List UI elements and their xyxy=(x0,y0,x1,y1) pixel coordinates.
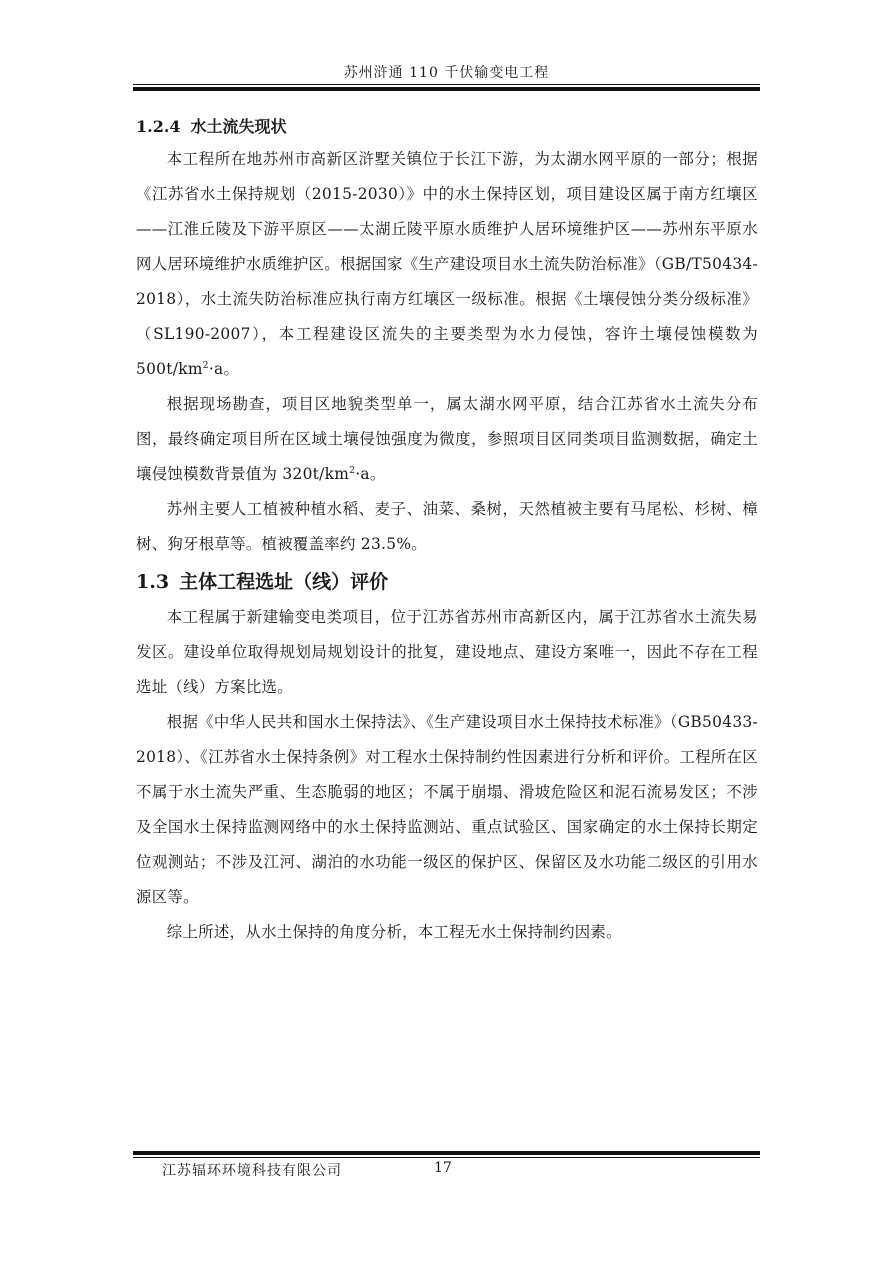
section-title: 水土流失现状 xyxy=(190,117,287,136)
section-title: 主体工程选址（线）评价 xyxy=(179,571,389,593)
paragraph-constraint-analysis: 根据《中华人民共和国水土保持法》、《生产建设项目水土保持技术标准》（GB50433-2018）、《江苏省水土保持条例》对工程水土保持制约性因素进行分析和评价。工程所在区不属于水土流失严重、生态脆弱的地区；不属于崩塌、滑坡危险区和泥石流易发区；不涉及全国水土保持监测网络中的水土保持监测站、重点试验区、国家确定的水土保持长期定位观测站；不涉及江河、湖泊的水功能一级区的保护区、保留区及水功能二级区的引用水源区等。 xyxy=(136,713,758,906)
document-body xyxy=(136,112,758,950)
paragraph-vegetation: 苏州主要人工植被种植水稻、麦子、油菜、桑树，天然植被主要有马尾松、杉树、樟树、狗牙根草等。植被覆盖率约 23.5%。 xyxy=(136,500,758,553)
page-header-title: 苏州浒通 110 千伏输变电工程 xyxy=(343,65,550,81)
footer-rule-thick xyxy=(133,1151,760,1155)
paragraph-project-location: 本工程属于新建输变电类项目，位于江苏省苏州市高新区内，属于江苏省水土流失易发区。建设单位取得规划局规划设计的批复，建设地点、建设方案唯一，因此不存在工程选址（线）方案比选。 xyxy=(136,608,758,696)
section-number: 1.2.4 xyxy=(136,117,181,136)
superscript: 2 xyxy=(202,360,209,371)
footer-rule-thin xyxy=(133,1157,760,1158)
paragraph-text: 根据现场勘查，项目区地貌类型单一，属太湖水网平原，结合江苏省水土流失分布图，最终确定项目所在区域土壤侵蚀强度为微度，参照项目区同类项目监测数据，确定土壤侵蚀模数背景值为 320t/km xyxy=(136,395,758,483)
section-number: 1.3 xyxy=(136,571,170,593)
header-rule-thin xyxy=(133,84,760,85)
section-heading-1-3 xyxy=(136,564,758,600)
paragraph-soil-erosion-status xyxy=(136,142,758,387)
paragraph-text: 本工程所在地苏州市高新区浒墅关镇位于长江下游，为太湖水网平原的一部分；根据《江苏省水土保持规划（2015-2030）》中的水土保持区划，项目建设区属于南方红壤区——江淮丘陵及下游平原区——太湖丘陵平原水质维护人居环境维护区——苏州东平原水网人居环境维护水质维护区。根据国家《生产建设项目水土流失防治标准》（GB/T50434-2018），水土流失防治标准应执行南方红壤区一级标准。根据《土壤侵蚀分类分级标准》（SL190-2007），本工程建设区流失的主要类型为水力侵蚀，容许土壤侵蚀模数为 500t/km xyxy=(136,150,758,378)
paragraph-conclusion: 综上所述，从水土保持的角度分析，本工程无水土保持制约因素。 xyxy=(166,923,622,941)
section-heading-1-2-4 xyxy=(136,112,758,142)
footer-page-number: 17 xyxy=(434,1160,452,1176)
footer-company-name: 江苏辐环环境科技有限公司 xyxy=(162,1163,342,1179)
paragraph-text-end: ·a。 xyxy=(355,465,386,483)
superscript: 2 xyxy=(349,465,356,476)
paragraph-site-survey xyxy=(136,387,758,492)
paragraph-text-end: ·a。 xyxy=(208,360,240,378)
header-rule-thick xyxy=(133,87,760,91)
